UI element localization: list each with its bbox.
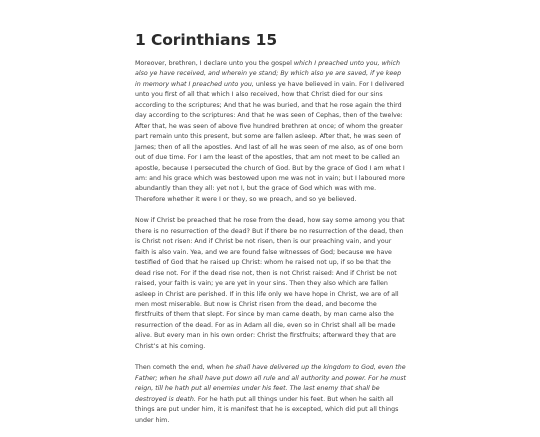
italic-text-span: he shall have delivered up the kingdom to God, even the Father; when he shall have put down all rule and all authority and power. For he must reign, till he hath put all enemies under his feet. The last enemy that shall be destroyed is death.	[135, 364, 406, 403]
text-span: For he hath put all things under his feet. But when he saith all things are put under him, it is manifest that he is excepted, which did put all things under him.	[135, 395, 399, 424]
paragraph	[135, 59, 406, 205]
italic-text-span: which I preached unto you, which also ye have received, and wherein ye stand; By which also ye are saved, if ye keep in memory what I preached unto you,	[135, 60, 402, 88]
paragraph	[135, 363, 406, 426]
text-span: unless ye have believed in vain. For I delivered unto you first of all that which I also received, how that Christ died for our sins according to the scriptures; And that he was buried, and that he rose again the third day according to the scriptures: And that he was seen of Cephas, then of the twelve: After that, he was seen of above five hundred brethren at once; of whom the greater part remain unto this present, but some are fallen asleep. After that, he was seen of James; then of all the apostles. And last of all he was seen of me also, as of one born out of due time. For I am the least of the apostles, that am not meet to be called an apostle, because I persecuted the church of God. But by the grace of God I am what I am: and his grace which was bestowed upon me was not in vain; but I laboured more abundantly than they all: yet not I, but the grace of God which was with me. Therefore whether it were I or they, so we preach, and so ye believed.	[135, 80, 405, 203]
text-span: Moreover, brethren, I declare unto you the gospel	[135, 60, 294, 67]
text-span: Now if Christ be preached that he rose from the dead, how say some among you that there is no resurrection of the dead? But if there be no resurrection of the dead, then is Christ not risen: And if Christ be not risen, then is our preaching vain, and your faith is also vain. Yea, and we are found false witnesses of God; because we have testified of God that he raised up Christ: whom he raised not up, if so be that the dead rise not. For if the dead rise not, then is not Christ raised: And if Christ be not raised, your faith is vain; ye are yet in your sins. Then they also which are fallen asleep in Christ are perished. If in this life only we have hope in Christ, we are of all men most miserable. But now is Christ risen from the dead, and become the firstfruits of them that slept. For since by man came death, by man came also the resurrection of the dead. For as in Adam all die, even so in Christ shall all be made alive. But every man in his own order: Christ the firstfruits; afterward they that are Christ’s at his coming.	[135, 217, 405, 350]
page-title: 1 Corinthians 15	[135, 31, 278, 49]
text-span: Then cometh the end, when	[135, 364, 226, 372]
paragraph	[135, 216, 406, 352]
article-body	[135, 59, 406, 437]
